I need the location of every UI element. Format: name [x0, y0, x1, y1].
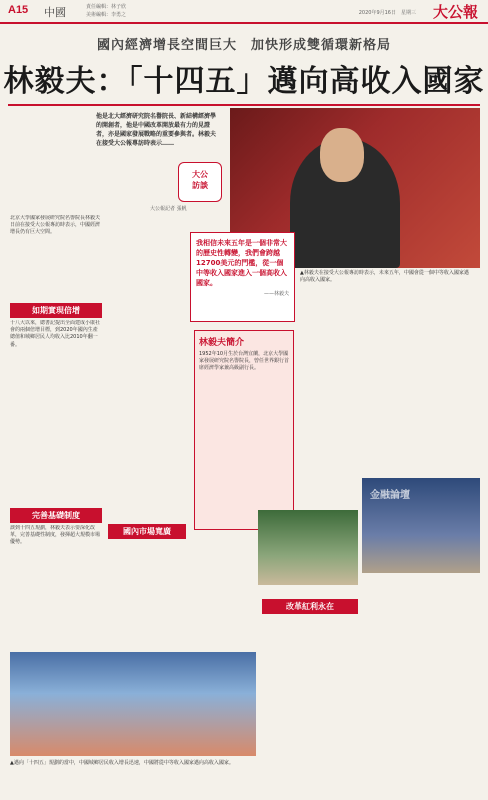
body-column-1c: 談到十四五規劃，林毅夫表示要深化改革，完善基礎性制度，發揮超大規模市場優勢。 — [10, 525, 101, 546]
subhead-institutions: 完善基礎制度 — [10, 508, 102, 523]
photo-rural-market — [258, 510, 358, 585]
masthead-logo: 大公報 — [432, 3, 478, 21]
lead-paragraph: 他是北大經濟研究院名譽院長、新結構經濟學的開創者，他是中國改革開放最有力的見證者，亦是國家發展戰略的重要參與者。林毅夫在接受大公報專訪時表示…… — [96, 113, 217, 147]
body-column-1b: 十八大以來，總書記提出全面建成小康社會的兩個倍增目標，到2020年國內生產總值和城鄉居民人均收入比2010年翻一番。 — [10, 320, 101, 348]
kicker-headline: 國內經濟增長空間巨大 加快形成雙循環新格局 — [96, 38, 391, 53]
reporter-credit: 大公報記者 張帆 — [150, 206, 187, 212]
profile-box — [194, 330, 294, 530]
editor-credits: 責任編輯：林子欣 美術編輯：李勇之 — [86, 4, 127, 18]
photo-crowd — [10, 652, 256, 756]
issue-date: 2020年9月16日 星期三 — [358, 10, 416, 16]
body-column-1: 北京大學國家發展研究院名譽院長林毅夫日前在接受大公報專訪時表示，中國經濟增長仍有巨大空間。 — [10, 215, 101, 236]
page-number: A15 — [8, 4, 29, 16]
page-header — [0, 0, 488, 24]
photo-forum-text: 金融論壇 — [370, 490, 410, 501]
subhead-doubling: 如期實現倍增 — [10, 303, 102, 318]
main-photo-caption: ▲林毅夫在接受大公報專訪時表示，未來五年，中國會從一個中等收入國家邁向高收入國家。 — [300, 270, 469, 283]
crowd-photo-caption: ▲邁向「十四五」規劃的當中，中國城鄉居民收入增長迅速，中國將從中等收入國家邁向高收入國家。 — [10, 760, 234, 766]
profile-text: 1952年10月生於台灣宜蘭，北京大學國家發展研究院名譽院長，曾任世界銀行首席經濟學家兼高級副行長。 — [199, 351, 290, 371]
pull-quote: 我相信未來五年是一個非常大的歷史性轉變，我們會跨越12700美元的門檻，從一個中等收入國家進入一個高收入國家。 ——林毅夫 — [190, 232, 295, 322]
profile-title: 林毅夫簡介 — [199, 338, 245, 348]
section-name: 中國 — [44, 6, 66, 19]
photo-face — [320, 128, 364, 182]
headline-divider — [8, 104, 480, 106]
main-headline: 林毅夫：「十四五」邁向高收入國家 — [3, 64, 485, 99]
photo-forum — [362, 478, 480, 573]
interview-badge: 大公 訪談 — [178, 162, 222, 202]
subhead-domestic-market: 國內市場寬廣 — [108, 524, 186, 539]
subhead-reform-dividend: 改革紅利永在 — [262, 599, 358, 614]
